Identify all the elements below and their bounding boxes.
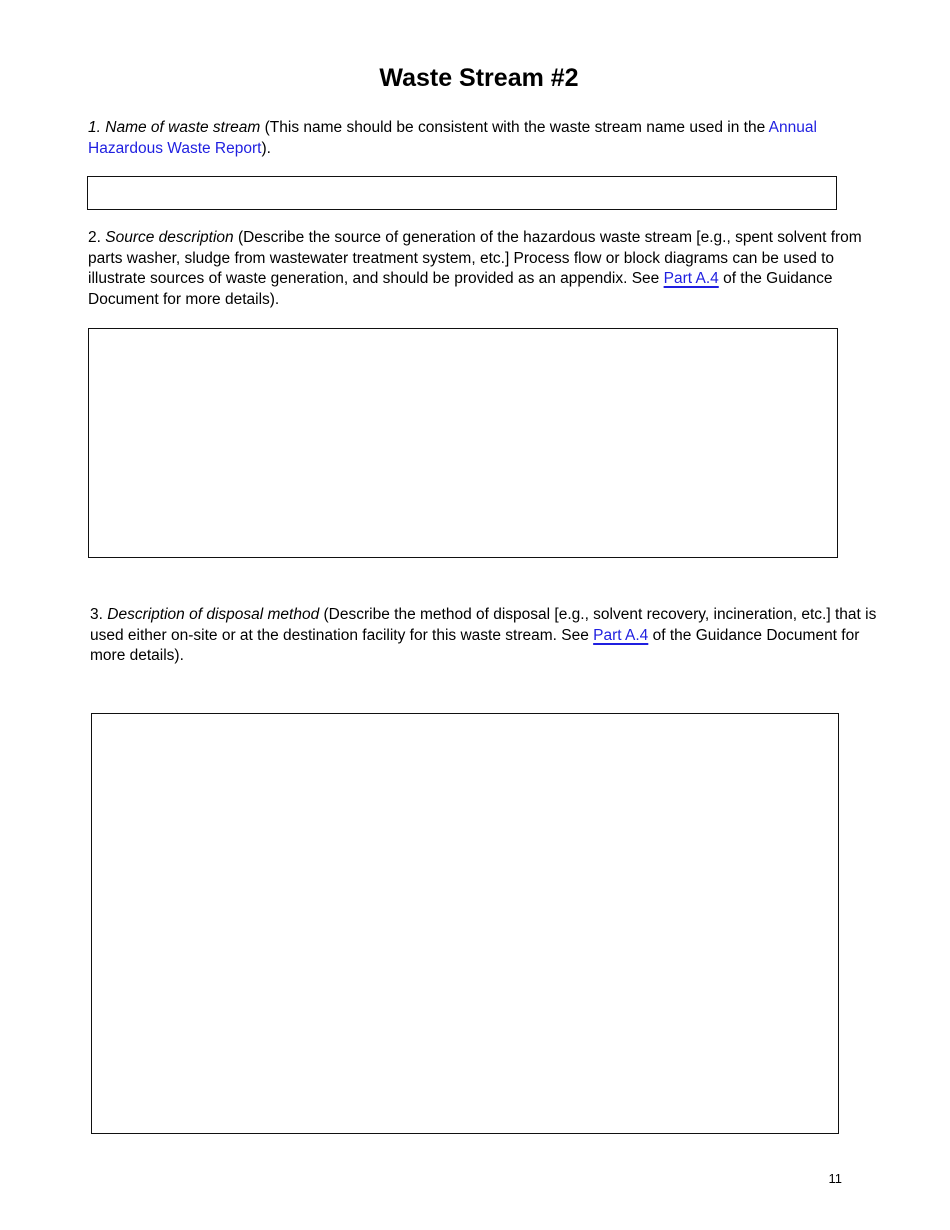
annual-hazardous-waste-report-link[interactable]: Annual Hazardous Waste Report: [88, 119, 817, 157]
disposal-method-field[interactable]: [91, 713, 839, 1134]
section-1-label: Name of waste stream: [105, 119, 261, 136]
section-2-number: 2.: [88, 229, 101, 246]
section-3-number: 3.: [90, 606, 103, 623]
section-1-instructions: (This name should be consistent with the waste stream name used in the: [264, 119, 769, 136]
section-3-prompt: [90, 605, 880, 667]
section-3-label: Description of disposal method: [107, 606, 320, 623]
section-2-instructions-end: of the Guidance Document for more details).: [88, 270, 833, 308]
section-3-instructions-end: of the Guidance Document for more details).: [90, 626, 860, 664]
page-title: Waste Stream #2: [379, 64, 579, 92]
section-3-instructions: (Describe the method of disposal [e.g., solvent recovery, incineration, etc.] that is used either on-site or at the destination facility for this waste stream. See: [90, 606, 877, 644]
part-a4-link[interactable]: Part A.4: [663, 270, 719, 287]
waste-stream-name-field[interactable]: [87, 176, 837, 210]
section-1-prompt: [88, 118, 878, 159]
page-number: 11: [828, 1171, 842, 1186]
section-2-prompt: [88, 228, 878, 310]
section-2-label: Source description: [105, 229, 234, 246]
part-a4-link[interactable]: Part A.4: [593, 626, 649, 644]
section-1-number: 1.: [88, 119, 101, 136]
section-2-instructions: (Describe the source of generation of the hazardous waste stream [e.g., spent solvent from parts washer, sludge from wastewater treatment system, etc.] Process flow or block diagrams can be used to illustrate sources of waste generation, and should be provided as an appendix. See: [88, 229, 862, 287]
source-description-field[interactable]: [88, 328, 838, 558]
section-1-instructions-end: ).: [261, 139, 271, 157]
